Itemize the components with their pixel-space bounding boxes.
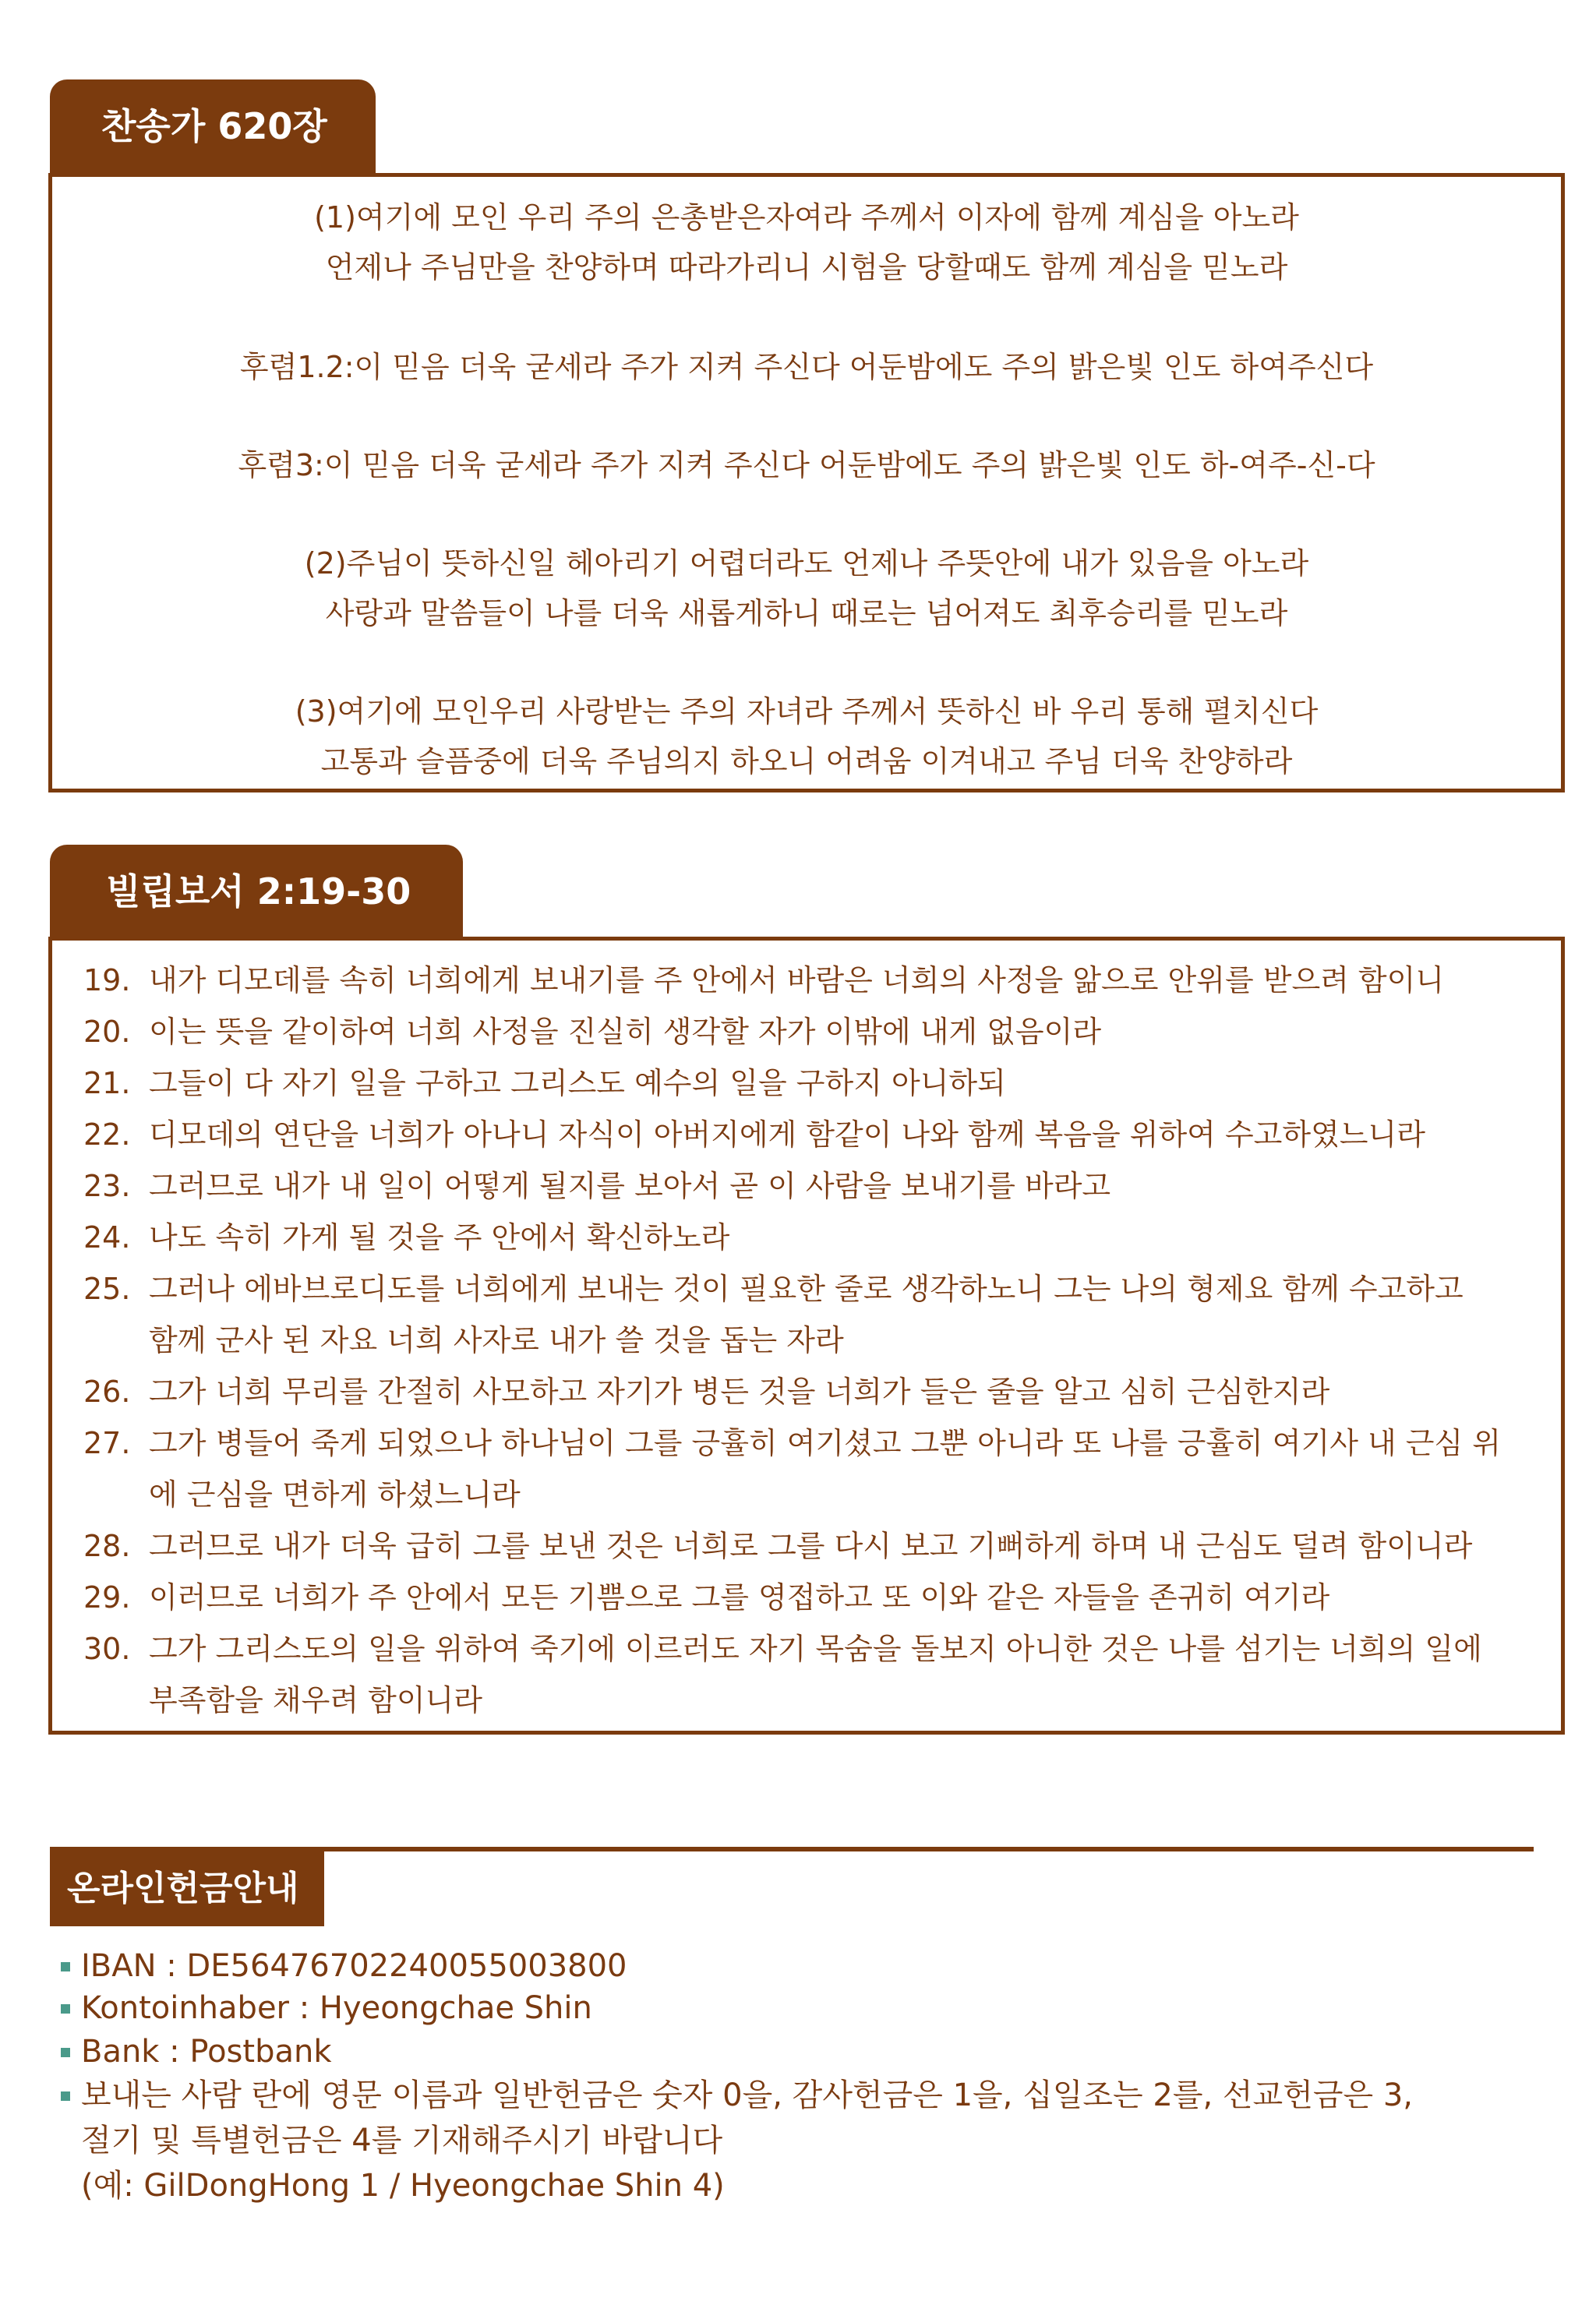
offering-title: 온라인헌금안내: [67, 1869, 299, 1908]
hymn-line: 후렴1.2:이 믿음 더욱 굳세라 주가 지켜 주신다 어둔밤에도 주의 밝은빛 인도 하여주신다: [239, 350, 1374, 384]
hymn-section-title: [50, 79, 376, 173]
verse-line: 그러나 에바브로디도를 너희에게 보내는 것이 필요한 줄로 생각하노니 그는 나의 형제요 함께 수고하고: [149, 1272, 1464, 1306]
info-text: Kontoinhaber : Hyeongchae Shin: [81, 1990, 592, 2026]
bullet-icon: [61, 2091, 70, 2101]
verse-number: 28.: [83, 1529, 131, 1563]
verse-29: [83, 1572, 1545, 1623]
bullet-icon: [61, 1962, 70, 1971]
verse-line: 나도 속히 가게 될 것을 주 안에서 확신하노라: [149, 1220, 730, 1255]
verse-19: [83, 955, 1545, 1006]
hymn-line: 사랑과 말씀들이 나를 더욱 새롭게하니 때로는 넘어져도 최후승리를 믿노라: [325, 596, 1288, 630]
verse-line: 그러므로 내가 더욱 급히 그를 보낸 것은 너희로 그를 다시 보고 기뻐하게 하며 내 근심도 덜려 함이니라: [149, 1529, 1473, 1563]
verse-line: 그가 그리스도의 일을 위하여 죽기에 이르러도 자기 목숨을 돌보지 아니한 것은 나를 섬기는 너희의 일에: [149, 1632, 1482, 1666]
scripture-section-title: [50, 845, 463, 938]
verse-number: 27.: [83, 1426, 131, 1460]
hymn-line: (1)여기에 모인 우리 주의 은총받은자여라 주께서 이자에 함께 계심을 아노라: [314, 200, 1299, 235]
hymn-refrain-1-2: [52, 342, 1561, 392]
verse-number: 24.: [83, 1220, 131, 1255]
info-example: (예: GilDongHong 1 / Hyeongchae Shin 4): [81, 2168, 725, 2204]
offering-iban: [81, 1943, 627, 1989]
verse-line: 내가 디모데를 속히 너희에게 보내기를 주 안에서 바람은 너희의 사정을 앎으로 안위를 받으려 함이니: [149, 963, 1445, 997]
verse-line: 그들이 다 자기 일을 구하고 그리스도 예수의 일을 구하지 아니하되: [149, 1066, 1006, 1100]
verse-number: 26.: [83, 1375, 131, 1409]
hymn-verse-1: [52, 192, 1561, 292]
verse-line: 그가 너희 무리를 간절히 사모하고 자기가 병든 것을 너희가 들은 줄을 알고 심히 근심한지라: [149, 1375, 1330, 1409]
verse-20: [83, 1006, 1545, 1057]
verse-23: [83, 1160, 1545, 1212]
verse-28: [83, 1520, 1545, 1572]
verse-line: 이는 뜻을 같이하여 너희 사정을 진실히 생각할 자가 이밖에 내게 없음이라: [149, 1015, 1102, 1049]
offering-instructions: [81, 2073, 1413, 2208]
verse-number: 30.: [83, 1632, 131, 1666]
scripture-title: 빌립보서 2:19-30: [106, 870, 411, 912]
verse-25: [83, 1263, 1545, 1366]
hymn-line: 고통과 슬픔중에 더욱 주님의지 하오니 어려움 이겨내고 주님 더욱 찬양하라: [320, 744, 1293, 778]
hymn-lyrics-box: [48, 173, 1565, 792]
scripture-text-box: [48, 937, 1565, 1735]
hymn-refrain-3: [52, 440, 1561, 490]
verse-number: 29.: [83, 1580, 131, 1615]
bullet-icon: [61, 2004, 70, 2014]
offering-section-title: [50, 1851, 324, 1926]
verse-line: 부족함을 채우려 함이니라: [149, 1683, 482, 1717]
verse-line: 그러므로 내가 내 일이 어떻게 될지를 보아서 곧 이 사람을 보내기를 바라고: [149, 1169, 1111, 1203]
hymn-line: 언제나 주님만을 찬양하며 따라가리니 시험을 당할때도 함께 계심을 믿노라: [325, 250, 1288, 284]
hymn-line: (3)여기에 모인우리 사랑받는 주의 자녀라 주께서 뜻하신 바 우리 통해 펼치신다: [295, 694, 1319, 729]
info-text: 절기 및 특별헌금은 4를 기재해주시기 바랍니다: [81, 2123, 723, 2159]
verse-line: 그가 병들어 죽게 되었으나 하나님이 그를 긍휼히 여기셨고 그뿐 아니라 또 나를 긍휼히 여기사 내 근심 위: [149, 1426, 1502, 1460]
verse-26: [83, 1366, 1545, 1417]
verse-line: 에 근심을 면하게 하셨느니라: [149, 1477, 521, 1512]
verse-24: [83, 1212, 1545, 1263]
verse-number: 19.: [83, 963, 131, 997]
hymn-verse-2: [52, 538, 1561, 638]
verse-number: 21.: [83, 1066, 131, 1100]
hymn-line: 후렴3:이 믿음 더욱 굳세라 주가 지켜 주신다 어둔밤에도 주의 밝은빛 인도 하-여주-신-다: [238, 448, 1375, 482]
verse-number: 20.: [83, 1015, 131, 1049]
verse-number: 22.: [83, 1117, 131, 1152]
offering-account-holder: [81, 1986, 592, 2031]
verse-line: 디모데의 연단을 너희가 아나니 자식이 아버지에게 함같이 나와 함께 복음을 위하여 수고하였느니라: [149, 1117, 1425, 1152]
hymn-title: 찬송가 620장: [101, 105, 327, 147]
verse-number: 25.: [83, 1272, 131, 1306]
verse-number: 23.: [83, 1169, 131, 1203]
verse-line: 함께 군사 된 자요 너희 사자로 내가 쓸 것을 돕는 자라: [149, 1323, 844, 1357]
verse-line: 이러므로 너희가 주 안에서 모든 기쁨으로 그를 영접하고 또 이와 같은 자들을 존귀히 여기라: [149, 1580, 1330, 1615]
hymn-verse-3: [52, 687, 1561, 786]
info-text: Bank : Postbank: [81, 2034, 332, 2070]
verse-22: [83, 1109, 1545, 1160]
bullet-icon: [61, 2048, 70, 2057]
verse-27: [83, 1417, 1545, 1520]
verse-21: [83, 1057, 1545, 1109]
verse-30: [83, 1623, 1545, 1726]
info-text: 보내는 사람 란에 영문 이름과 일반헌금은 숫자 0을, 감사헌금은 1을, 십일조는 2를, 선교헌금은 3,: [81, 2077, 1413, 2113]
offering-bank: [81, 2029, 331, 2074]
hymn-line: (2)주님이 뜻하신일 헤아리기 어렵더라도 언제나 주뜻안에 내가 있음을 아노라: [304, 546, 1309, 581]
info-text: IBAN : DE56476702240055003800: [81, 1948, 627, 1984]
